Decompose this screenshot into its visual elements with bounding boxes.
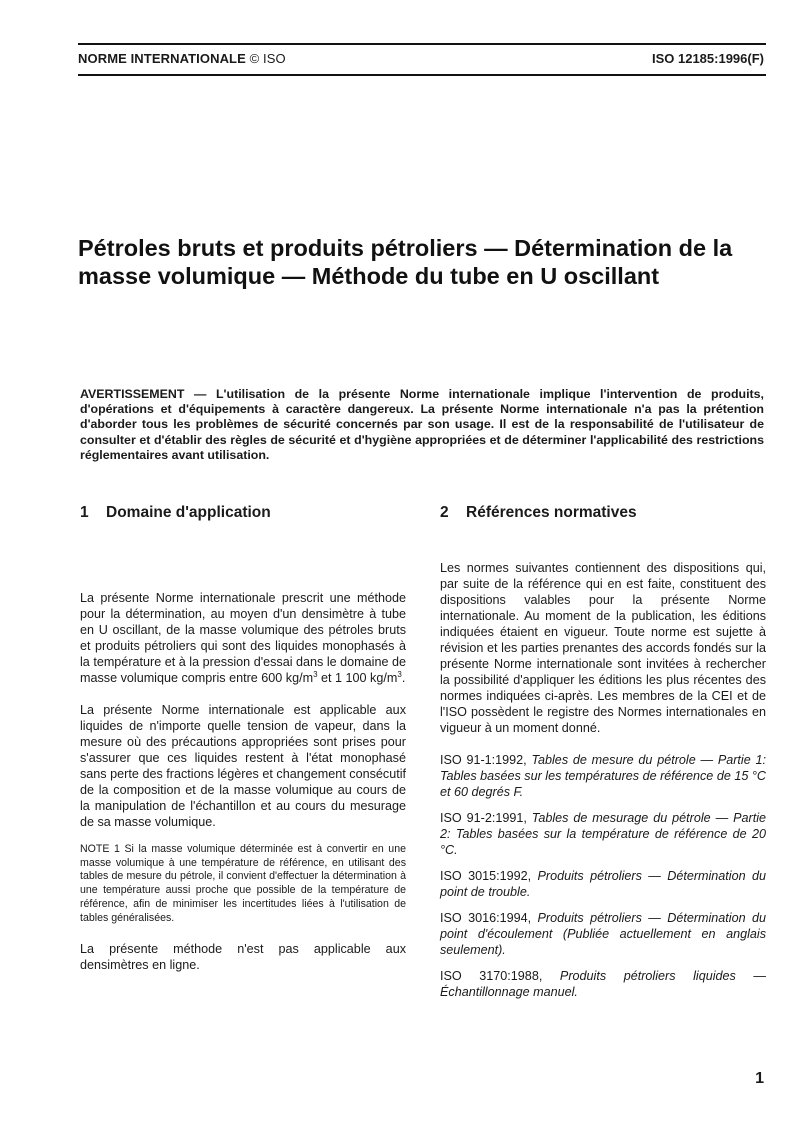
section-title: Domaine d'application xyxy=(106,504,271,521)
scope-text-end: . xyxy=(401,671,406,685)
document-title: Pétroles bruts et produits pétroliers — Détermination de la masse volumique — Méthode du tube en U oscillant xyxy=(78,235,733,289)
section-normative-references xyxy=(440,504,766,1010)
header-rule-bottom xyxy=(78,74,766,76)
reference-code: ISO 91-1:1992, xyxy=(440,753,527,767)
reference-code: ISO 3016:1994, xyxy=(440,911,532,925)
reference-item xyxy=(440,868,766,900)
scope-paragraph xyxy=(80,590,406,686)
references-intro: Les normes suivantes contiennent des dispositions qui, par suite de la référence qui en est faite, constituent des dispositions valables pour la présente Norme internationale. Au moment de la publication, les éditions indiquées étaient en vigueur. Toute norme est sujette à révision et les parties prenantes des accords fondés sur la présente Norme internationale sont invitées à rechercher la possibilité d'appliquer les éditions les plus récentes des normes indiquées ci-après. Les membres de la CEI et de l'ISO possèdent le registre des Normes internationales en vigueur à un moment donné. xyxy=(440,561,766,735)
reference-title: Tables de mesurage du pétrole — Partie 2: Tables basées sur la température de référence de 20 °C. xyxy=(440,811,767,857)
section-number: 2 xyxy=(440,504,449,521)
reference-code: ISO 3015:1992, xyxy=(440,869,532,883)
header-left xyxy=(78,51,286,66)
page-number: 1 xyxy=(755,1070,764,1087)
superscript: 3 xyxy=(313,669,318,679)
reference-code: ISO 91-2:1991, xyxy=(440,811,527,825)
section-title: Références normatives xyxy=(466,504,637,521)
copyright-notice: © ISO xyxy=(249,51,286,66)
reference-title: Produits pétroliers — Détermination du point d'écoulement (Publiée actuellement en anglais seulement). xyxy=(440,911,767,957)
reference-item xyxy=(440,968,766,1000)
reference-title: Tables de mesure du pétrole — Partie 1: Tables basées sur les températures de référence de 15 °C et 60 degrés F. xyxy=(440,753,767,799)
section-heading xyxy=(80,504,406,524)
scope-text: La présente Norme internationale prescrit une méthode pour la détermination, au moyen d'un densimètre à tube en U oscillant, de la masse volumique des pétroles bruts et produits pétroliers qui sont des liquides monophasés à la température et à la pression d'essai dans le domaine de masse volumique compris entre 600 kg/m xyxy=(80,591,406,685)
reference-item xyxy=(440,752,766,800)
reference-title: Produits pétroliers — Détermination du point de trouble. xyxy=(440,869,767,899)
applicability-paragraph: La présente Norme internationale est applicable aux liquides de n'importe quelle tension de vapeur, dans la mesure où des précautions appropriées sont prises pour s'assurer que ces liquides restent à l'état monophasé sans perte des fractions légères et changement consécutif de la composition et de la masse volumique au cours de la manipulation de l'échantillon et au cours du mesurage de sa masse volumique. xyxy=(80,703,406,829)
reference-item xyxy=(440,910,766,958)
note-1: NOTE 1 Si la masse volumique déterminée est à convertir en une masse volumique à une température de référence, en utilisant des tables de mesure du pétrole, il convient d'effectuer la détermination à une température aussi proche que possible de la température de référence, afin de minimiser les incertitudes liées à l'utilisation de tables généralisées. xyxy=(80,843,406,924)
reference-title: Produits pétroliers liquides — Échantillonnage manuel. xyxy=(440,969,766,999)
reference-item xyxy=(440,810,766,858)
header-rule-top xyxy=(78,43,766,45)
section-scope xyxy=(80,504,406,973)
section-number: 1 xyxy=(80,504,89,521)
standard-number: ISO 12185:1996(F) xyxy=(651,51,764,66)
superscript: 3 xyxy=(397,669,402,679)
scope-text-mid: et 1 100 kg/m xyxy=(317,671,398,685)
reference-code: ISO 3170:1988, xyxy=(440,969,543,983)
publication-type: NORME INTERNATIONALE xyxy=(78,51,246,66)
exclusion-paragraph: La présente méthode n'est pas applicable aux densimètres en ligne. xyxy=(80,942,406,973)
section-heading xyxy=(440,504,766,524)
safety-warning: AVERTISSEMENT — L'utilisation de la présente Norme internationale implique l'intervention de produits, d'opérations et d'équipements à caractère dangereux. La présente Norme internationale n'a pas la prétention d'aborder tous les problèmes de sécurité concernés par son usage. Il est de la responsabilité de l'utilisateur de consulter et d'établir des règles de sécurité et d'hygiène appropriées et de déterminer l'applicabilité des restrictions réglementaires avant utilisation. xyxy=(80,387,764,462)
